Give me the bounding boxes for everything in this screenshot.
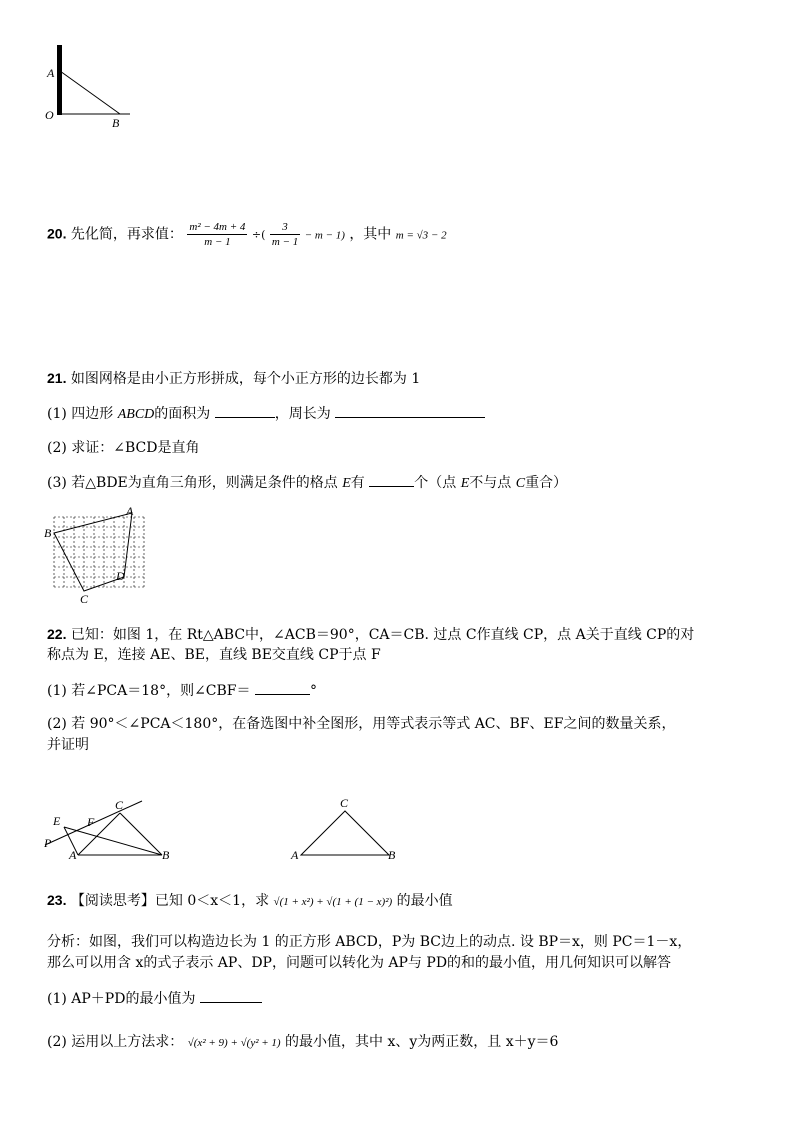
q20-tail: − m − 1) bbox=[304, 229, 345, 242]
grid-label-a: A bbox=[126, 505, 134, 518]
q21-part2: (2) 求证：∠BCD是直角 bbox=[47, 440, 200, 456]
label-a: A bbox=[47, 66, 55, 80]
q23-analysis-2: 那么可以用含 x的式子表示 AP、DP，问题可以转化为 AP与 PD的和的最小值，用几何知识可以解答 bbox=[47, 955, 672, 971]
fig1-label-c: C bbox=[115, 798, 124, 812]
ladder-figure bbox=[40, 40, 140, 135]
q20-fraction-2: $\frac{3}{m - 1}$ bbox=[271, 221, 299, 248]
q20-prefix: 先化简，再求值： bbox=[70, 226, 183, 243]
q21-part1: (1) 四边形 ABCD的面积为 ，周长为 bbox=[47, 403, 485, 425]
q20-fraction-1: $\frac{\text{m² − 4m + 4}}{m - 1}$ bbox=[189, 221, 246, 248]
label-o: O bbox=[45, 108, 54, 122]
q23-part1: (1) AP＋PD的最小值为 bbox=[47, 988, 262, 1009]
q23-part2: (2) 运用以上方法求： √(x² + 9) + √(y² + 1) 的最小值，其中 x、y为两正数，且 x＋y＝6 bbox=[47, 1034, 559, 1050]
q21-number: 21. bbox=[47, 370, 67, 386]
label-b: B bbox=[112, 116, 120, 130]
segment-ac bbox=[78, 813, 120, 855]
q22-figure-2 bbox=[285, 795, 405, 870]
q20-where: ，其中 bbox=[349, 226, 392, 243]
fig2-label-c: C bbox=[340, 796, 349, 810]
q23-analysis-1: 分析：如图，我们可以构造边长为 1 的正方形 ABCD，P为 BC边上的动点. 设 BP＝x，则 PC＝1－x， bbox=[47, 934, 692, 950]
triangle-abc bbox=[301, 811, 389, 855]
fig1-label-a: A bbox=[69, 848, 77, 862]
fig2-label-b: B bbox=[388, 848, 396, 862]
q21-part3: (3) 若△BDE为直角三角形，则满足条件的格点 E有 个（点 E不与点 C重合） bbox=[47, 472, 567, 494]
q20-value: m = √3 − 2 bbox=[395, 229, 447, 242]
q22-stem-2: 称点为 E，连接 AE、BE，直线 BE交直线 CP于点 F bbox=[47, 647, 381, 663]
q22-number: 22. bbox=[47, 626, 67, 642]
q23-part2-expression: √(x² + 9) + √(y² + 1) bbox=[187, 1037, 281, 1049]
fig2-label-a: A bbox=[291, 848, 299, 862]
q23-stem: 23. 【阅读思考】已知 0＜x＜1，求 √(1 + x²) + √(1 + (1 − x)²) 的最小值 bbox=[47, 892, 453, 909]
q22-angle-blank[interactable] bbox=[255, 680, 310, 695]
q22-part1: (1) 若∠PCA＝18°，则∠CBF＝ ° bbox=[47, 680, 317, 701]
q23-expression: √(1 + x²) + √(1 + (1 − x)²) bbox=[273, 896, 393, 908]
q22-figure-1 bbox=[40, 795, 190, 870]
q20-line bbox=[47, 220, 447, 249]
q21-stem: 21. 如图网格是由小正方形拼成，每个小正方形的边长都为 1 bbox=[47, 370, 421, 387]
q21-area-blank[interactable] bbox=[215, 403, 275, 418]
fig1-label-p: P bbox=[44, 836, 52, 850]
q21-count-blank[interactable] bbox=[369, 472, 414, 487]
q22-part2-2: 并证明 bbox=[47, 737, 89, 753]
grid-label-d: D bbox=[116, 569, 125, 583]
ladder-line bbox=[60, 71, 120, 114]
q20-number: 20. bbox=[47, 225, 67, 242]
q21-grid-figure bbox=[42, 505, 152, 605]
q23-number: 23. bbox=[47, 892, 67, 908]
fig1-label-b: B bbox=[162, 848, 170, 862]
q22-stem-1: 22. 已知：如图 1，在 Rt△ABC中，∠ACB＝90°，CA＝CB. 过点 C作直线 CP，点 A关于直线 CP的对 bbox=[47, 626, 695, 643]
wall bbox=[57, 45, 62, 115]
grid-label-c: C bbox=[80, 592, 89, 605]
fig1-label-f: F bbox=[87, 815, 95, 829]
q20-div: ÷( bbox=[251, 228, 266, 242]
fig1-label-e: E bbox=[53, 814, 61, 828]
grid-label-b: B bbox=[44, 526, 52, 540]
q21-perimeter-blank[interactable] bbox=[335, 403, 485, 418]
q22-part2-1: (2) 若 90°＜∠PCA＜180°，在备选图中补全图形，用等式表示等式 AC、BF、EF之间的数量关系， bbox=[47, 716, 676, 732]
q23-min-blank[interactable] bbox=[200, 988, 262, 1003]
